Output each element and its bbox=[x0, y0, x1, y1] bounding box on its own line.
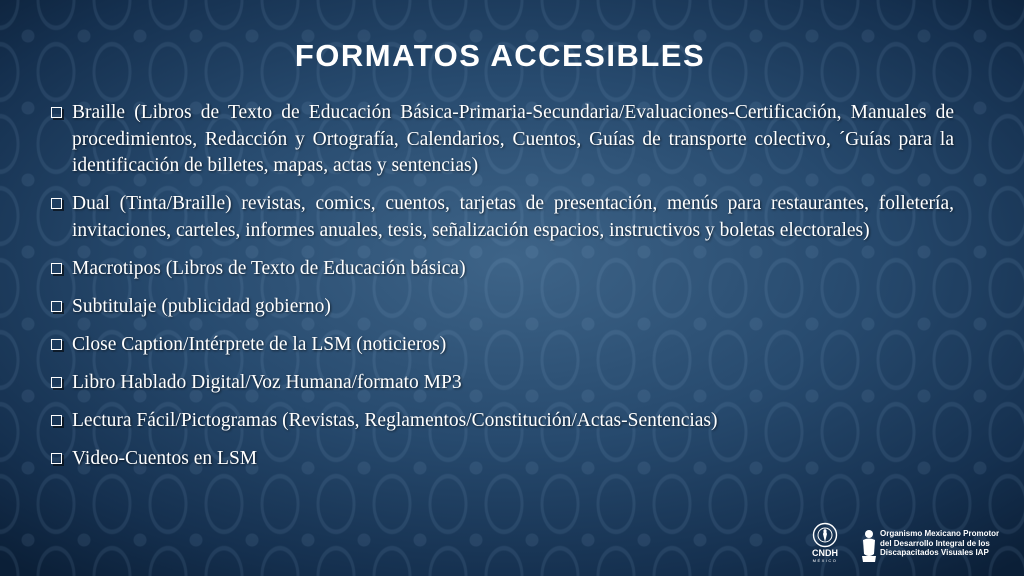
checkbox-bullet-icon bbox=[51, 301, 62, 312]
bullet-item bbox=[50, 408, 954, 435]
checkbox-bullet-icon bbox=[51, 198, 62, 209]
bullet-text: Libro Hablado Digital/Voz Humana/formato MP3 bbox=[72, 371, 462, 393]
bullet-item bbox=[50, 370, 954, 397]
organization-name-line: Discapacitados Visuales IAP bbox=[880, 548, 989, 557]
bullet-item bbox=[50, 256, 954, 283]
organization-name-line: del Desarrollo Integral de los bbox=[880, 538, 990, 548]
checkbox-bullet-icon bbox=[51, 453, 62, 464]
bullet-list bbox=[50, 100, 954, 484]
bullet-item bbox=[50, 332, 954, 359]
checkbox-bullet-icon bbox=[51, 339, 62, 350]
checkbox-bullet-icon bbox=[51, 377, 62, 388]
bullet-text: Subtitulaje (publicidad gobierno) bbox=[72, 295, 331, 317]
bullet-text: Video-Cuentos en LSM bbox=[72, 447, 258, 469]
checkbox-bullet-icon bbox=[51, 415, 62, 426]
bullet-text: Lectura Fácil/Pictogramas (Revistas, Reglamentos/Constitución/Actas-Sentencias) bbox=[72, 409, 718, 431]
footer-logos bbox=[798, 522, 1012, 572]
bullet-text: Close Caption/Intérprete de la LSM (noticieros) bbox=[72, 333, 447, 355]
bullet-item bbox=[50, 191, 954, 244]
cndh-emblem-icon bbox=[812, 522, 838, 548]
bullet-item bbox=[50, 100, 954, 180]
organization-name-line: Organismo Mexicano Promotor bbox=[880, 529, 1000, 538]
organization-name bbox=[880, 529, 1014, 558]
checkbox-bullet-icon bbox=[51, 263, 62, 274]
cndh-subtitle: MÉXICO bbox=[812, 558, 838, 563]
checkbox-bullet-icon bbox=[51, 107, 62, 118]
organization-emblem-icon bbox=[860, 528, 878, 564]
cndh-logo bbox=[798, 522, 852, 570]
bullet-text: Dual (Tinta/Braille) revistas, comics, cuentos, tarjetas de presentación, menús para restaurantes, folletería, invitaciones, carteles, informes anuales, tesis, señalización espacios, instructivos y boletas electorales) bbox=[72, 193, 954, 241]
cndh-name: CNDH bbox=[812, 548, 838, 558]
slide-title: FORMATOS ACCESIBLES bbox=[294, 38, 706, 73]
bullet-item bbox=[50, 294, 954, 321]
bullet-text: Braille (Libros de Texto de Educación Básica-Primaria-Secundaria/Evaluaciones-Certificación, Manuales de procedimientos, Redacción y Ortografía, Calendarios, Cuentos, Guías de transporte colectivo, ´Guías para la identificación de billetes, mapas, actas y sentencias) bbox=[72, 102, 954, 176]
bullet-text: Macrotipos (Libros de Texto de Educación básica) bbox=[72, 257, 466, 279]
bullet-item bbox=[50, 446, 954, 473]
organization-logo bbox=[860, 528, 1012, 566]
